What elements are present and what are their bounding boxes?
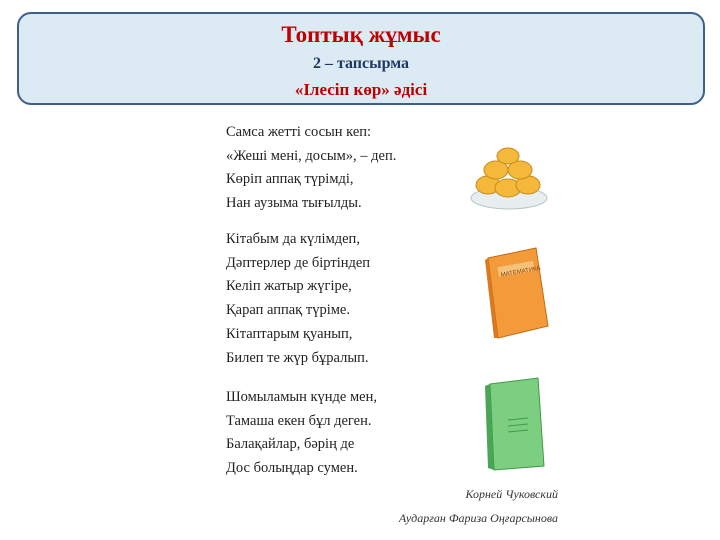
slide-title: Топтық жұмыс [281, 22, 441, 47]
book-label: МАТЕМАТИКА [500, 265, 542, 279]
poem-line: Шомыламын күнде мен, [226, 389, 377, 405]
poem-stanza-2 [226, 228, 370, 370]
orange-book-image [484, 244, 552, 340]
poem-line: Кітаптарым қуанып, [226, 325, 353, 342]
poem-line: Балақайлар, бәрің де [226, 436, 355, 453]
author-name: Корней Чуковский [465, 487, 558, 501]
poem-line: Нан аузыма тығылды. [226, 195, 362, 212]
poem-line: «Жеші мені, досым», – деп. [226, 147, 397, 164]
poem-line: Дәптерлер де біртіндеп [226, 254, 371, 271]
poem-line: Келіп жатыр жүгіре, [226, 278, 352, 295]
poem-stanza-1 [226, 121, 396, 216]
poem-credits [399, 482, 558, 530]
poem-line: Кітабым да күлімдеп, [226, 231, 360, 247]
samsa-plate-image [468, 140, 550, 215]
poem-line: Дос болыңдар сумен. [226, 460, 358, 477]
poem-stanza-3 [226, 386, 377, 481]
poem-line: Көріп аппақ түрімді, [226, 171, 354, 188]
poem-line: Билеп те жүр бұралып. [226, 349, 369, 366]
task-number: 2 – тапсырма [312, 55, 410, 72]
poem-line: Самса жетті сосын кеп: [226, 124, 372, 140]
green-notebook-image [484, 376, 548, 472]
title-banner [17, 12, 705, 105]
translator-name: Аударған Фариза Оңғарсынова [398, 511, 558, 525]
poem-line: Тамаша екен бұл деген. [226, 412, 372, 429]
poem-line: Қарап аппақ түріме. [226, 302, 350, 319]
method-name: «Ілесіп көр» әдісі [294, 80, 428, 99]
